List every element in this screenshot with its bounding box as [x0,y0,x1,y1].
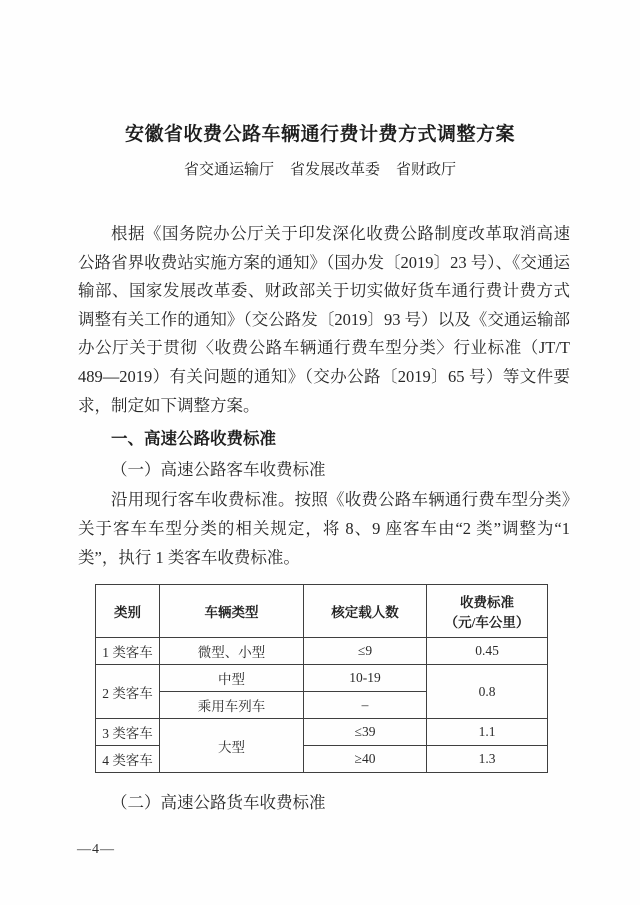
section-1-1-body: 沿用现行客车收费标准。按照《收费公路车辆通行费车型分类》关于客车车型分类的相关规定，将 8、9 座客车由“2 类”调整为“1 类”，执行 1 类客车收费标准。 [78,490,570,567]
agency-finance: 省财政厅 [396,162,457,178]
header-capacity: 核定载人数 [304,585,427,638]
table-row [96,665,548,692]
header-rate [427,585,548,638]
cell-capacity-le9: ≤9 [304,638,427,665]
page-number: —4— [77,842,115,857]
document-title: 安徽省收费公路车辆通行费计费方式调整方案 [124,124,515,145]
cell-capacity-le39: ≤39 [304,719,427,746]
issuing-agencies [0,158,640,179]
agency-transport: 省交通运输厅 [183,162,274,178]
table-row [96,638,548,665]
cell-category-class1: 1 类客车 [96,638,160,665]
document-body [0,220,640,818]
section-1-heading: 一、高速公路收费标准 [111,429,276,449]
intro-paragraph: 根据《国务院办公厅关于印发深化收费公路制度改革取消高速公路省界收费站实施方案的通知》（国办发〔2019〕23 号）、《交通运输部、国家发展改革委、财政部关于切实做好货车通行费计费方式调整有关工作的通知》（交公路发〔2019〕93 号）以及《交通运输部办公厅关于贯彻〈收费公路车辆通行费车型分类〉行业标准（JT/T 489—2019）有关问题的通知》（交办公路〔2019〕65 号）等文件要求，制定如下调整方案。 [78,224,570,415]
header-rate-label: 收费标准 [460,595,514,611]
cell-category-class2: 2 类客车 [96,665,160,719]
cell-capacity-10-19: 10-19 [304,665,427,692]
section-1-1-heading: （一）高速公路客车收费标准 [111,459,326,479]
table-row [96,719,548,746]
cell-category-class4: 4 类客车 [96,746,160,773]
cell-vehicle-type-mini-small: 微型、小型 [160,638,304,665]
cell-vehicle-type-medium: 中型 [160,665,304,692]
header-category: 类别 [96,585,160,638]
cell-category-class3: 3 类客车 [96,719,160,746]
cell-rate-13: 1.3 [427,746,548,773]
cell-rate-11: 1.1 [427,719,548,746]
section-1-2-heading: （二）高速公路货车收费标准 [111,793,326,813]
cell-vehicle-type-large: 大型 [160,719,304,773]
passenger-car-toll-table [95,584,548,773]
table-header-row [96,585,548,638]
cell-rate-08: 0.8 [427,665,548,719]
agency-development-reform: 省发展改革委 [289,162,380,178]
cell-capacity-dash: – [304,692,427,719]
cell-capacity-ge40: ≥40 [304,746,427,773]
header-vehicle-type: 车辆类型 [160,585,304,638]
cell-vehicle-type-car-train: 乘用车列车 [160,692,304,719]
cell-rate-045: 0.45 [427,638,548,665]
header-rate-unit: （元/车公里） [444,615,530,631]
